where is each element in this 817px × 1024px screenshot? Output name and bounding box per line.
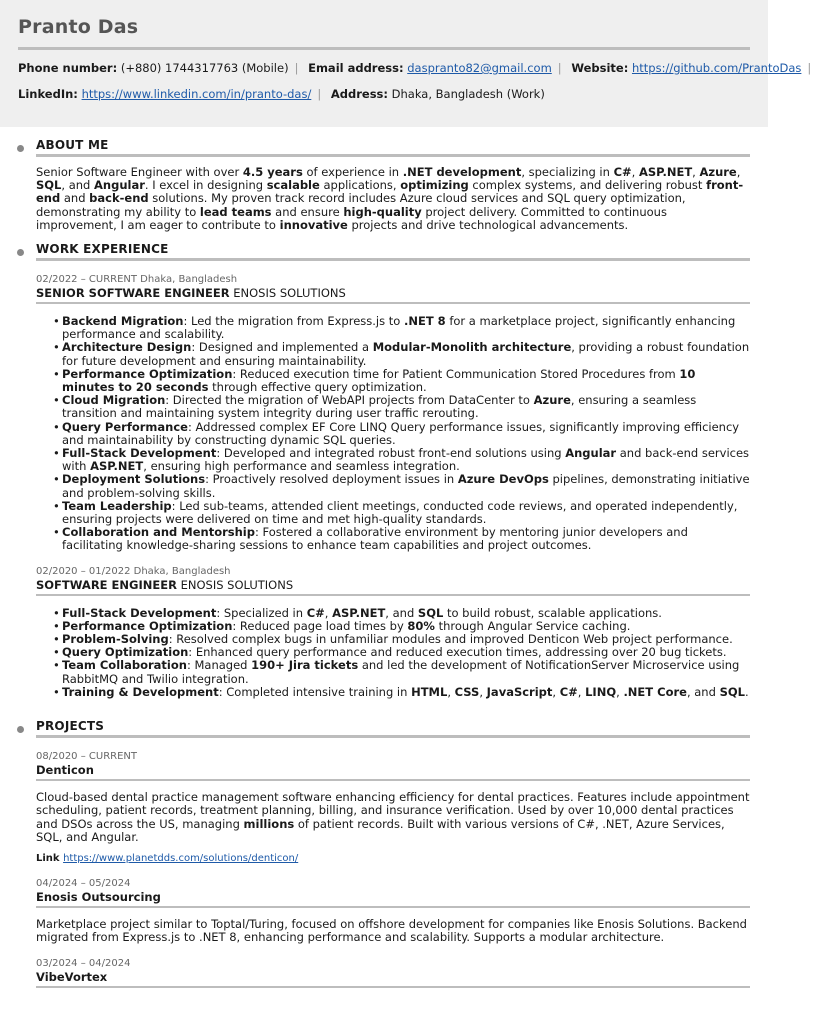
bold-text: C# [559,684,578,699]
text: , [479,684,487,699]
email-label: Email address: [308,61,404,75]
separator: | [317,87,322,101]
project-link[interactable]: https://www.planetdds.com/solutions/denticon/ [63,852,299,864]
bold-text: Team Leadership [62,498,172,513]
text: , [552,684,560,699]
text: Senior Software Engineer with over [36,165,243,179]
job-entry [36,566,750,699]
about-text [36,166,750,232]
bold-text: millions [243,816,295,831]
job-list [36,274,750,699]
text: through effective query optimization. [208,380,427,395]
section-title-about: ABOUT ME [36,138,109,152]
text: , [324,605,333,620]
section-divider [36,735,750,738]
bold-text: Training & Development [62,684,219,699]
project-dates: 08/2020 – CURRENT [36,751,138,763]
address-label: Address: [330,87,388,101]
separator: | [807,61,812,75]
job-role: SOFTWARE ENGINEER [36,577,177,592]
text: , ensuring high performance and seamless integration. [143,459,460,474]
text: : Managed [186,658,252,673]
website-link[interactable]: https://github.com/PrantoDas [631,61,802,75]
project-dates: 03/2024 – 04/2024 [36,958,131,970]
bold-text: innovative [279,217,348,232]
project-list [36,751,750,988]
project-description [36,791,750,844]
list-item [53,500,750,526]
bold-text: Problem-Solving [62,632,169,647]
section-title-work: WORK EXPERIENCE [36,242,169,257]
link-label: Link [36,852,64,864]
text: , [631,165,639,179]
bold-text: Angular [565,446,617,461]
section-divider [36,258,750,261]
linkedin-link[interactable]: https://www.linkedin.com/in/pranto-das/ [81,87,312,101]
text: , ensuring a seamless transition and maintaining system integrity during user traffic rerouting. [62,393,697,421]
bold-text: CSS [454,684,480,699]
separator: | [294,61,299,75]
text: and [60,191,90,206]
bold-text: Azure [699,165,737,179]
text: , and [686,684,720,699]
text: : Completed intensive training in [218,684,412,699]
bold-text: lead teams [199,204,272,219]
text: , and [385,605,418,620]
bold-text: C# [613,165,632,179]
text: to build robust, scalable applications. [443,605,662,620]
website-label: Website: [571,61,629,75]
text: project delivery. Committed to continuous improvement, I am eager to contribute to [36,204,667,232]
project-description [36,918,750,944]
project-entry [36,878,750,944]
section-bullet-icon [17,145,24,152]
project-entry [36,751,750,864]
text: and back-end services with [62,446,750,474]
list-item [53,315,750,341]
list-item [53,341,750,367]
bold-text: Azure DevOps [457,472,549,487]
bold-text: LINQ [585,684,617,699]
bold-text: Full-Stack Development [62,446,217,461]
bold-text: Architecture Design [62,340,192,355]
project-dates: 04/2024 – 05/2024 [36,877,131,889]
job-role: SENIOR SOFTWARE ENGINEER [36,286,230,301]
header-divider [18,47,750,50]
bold-text: back-end [89,191,149,206]
bold-text: SQL [36,178,62,193]
entry-divider [36,906,750,908]
text: , [616,684,624,699]
bold-text: Team Collaboration [62,658,187,673]
text: applications, [319,178,401,193]
text: : Proactively resolved deployment issues in [205,472,458,487]
bold-text: JavaScript [486,684,553,699]
text: , [447,684,455,699]
list-item [53,686,750,699]
list-item [53,421,750,447]
contact-line-1 [18,61,812,75]
section-bullet-icon [17,249,24,256]
bold-text: C# [306,605,325,620]
bold-text: Performance Optimization [62,366,233,381]
section-title-projects: PROJECTS [36,719,105,734]
list-item [53,447,750,473]
projects-section [36,719,750,988]
list-item [53,526,750,552]
work-section [36,242,750,699]
entry-divider [36,302,750,304]
text: , [692,165,700,179]
text: . [744,684,749,699]
email-link[interactable]: daspranto82@gmail.com [407,61,552,75]
project-link-row [36,853,750,864]
job-achievements [53,315,750,553]
bold-text: 190+ Jira tickets [251,658,359,673]
separator: | [557,61,562,75]
text: : Led sub-teams, attended client meetings, conducted code reviews, and operated independently, ensuring projects were delivered on time and met high-quality standards. [62,498,738,527]
job-dates-location: 02/2022 – CURRENT Dhaka, Bangladesh [36,274,238,286]
text: solutions. My proven track record includes Azure cloud services and SQL query optimization, demonstrating my ability to [36,191,686,219]
text: Marketplace project similar to Toptal/Turing, focused on offshore development for companies like Enosis Solutions. Backend migrated from Express.js to .NET 8, enhancing performance and scalability. Supports a modular architecture. [36,916,747,945]
list-item [53,368,750,394]
about-section [36,138,750,232]
section-bullet-icon [17,726,24,733]
list-item [53,394,750,420]
text: and led the development of NotificationServer Microservice using RabbitMQ and Twilio integration. [62,658,740,686]
contact-line-2 [18,87,750,101]
job-entry [36,274,750,553]
entry-divider [36,594,750,596]
list-item [53,473,750,499]
bold-text: Cloud Migration [62,393,166,408]
text: : Enhanced query performance and reduced execution times, addressing over 20 bug tickets. [188,645,727,660]
bold-text: Full-Stack Development [62,605,217,620]
project-name [36,763,750,777]
job-dates-location: 02/2020 – 01/2022 Dhaka, Bangladesh [36,565,231,577]
text: , providing a robust foundation for future development and ensuring maintainability. [62,340,750,368]
text: pipelines, demonstrating initiative and problem-solving skills. [62,472,750,500]
text: through Angular Service caching. [434,618,631,633]
section-divider [36,154,750,157]
project-name [36,890,750,904]
bold-text: Modular-Monolith architecture [372,340,572,355]
text: of patient records. Built with various versions of C#, .NET, Azure Services, SQL, and Angular. [36,816,725,844]
candidate-name: Pranto Das [18,16,139,38]
bold-text: optimizing [400,178,469,193]
bold-text: Backend Migration [62,314,184,329]
resume-header [0,0,812,127]
text: for a marketplace project, significantly enhancing performance and scalability. [62,314,736,342]
text: : Directed the migration of WebAPI projects from DataCenter to [165,393,534,408]
bold-text: scalable [266,178,320,193]
bold-text: SQL [719,684,745,699]
bold-text: 10 minutes to 20 seconds [62,366,696,395]
job-title [36,286,750,300]
job-title [36,578,750,592]
bold-text: 80% [407,618,435,633]
bold-text: Collaboration and Mentorship [62,525,255,540]
text: Cloud-based dental practice management software enhancing efficiency for dental practices. Features include appointment scheduling, patient records, treatment planning, billing, and insurance verification. Used by over 10,000 dental practices and DSOs across the US, managing [36,790,750,831]
bold-text: .NET 8 [403,314,446,329]
text: : Fostered a collaborative environment by mentoring junior developers and facilitating knowledge-sharing sessions to enhance team capabilities and project outcomes. [62,525,688,553]
project-title: VibeVortex [36,970,108,985]
bold-text: HTML [411,684,448,699]
bold-text: Deployment Solutions [62,472,206,487]
bold-text: ASP.NET [332,605,386,620]
bold-text: ASP.NET [638,165,693,179]
bold-text: SQL [417,605,444,620]
bold-text: high-quality [343,204,422,219]
text: , [736,165,741,179]
bold-text: Query Optimization [62,645,189,660]
bold-text: Performance Optimization [62,618,233,633]
text: . I excel in designing [144,178,267,193]
text: : Addressed complex EF Core LINQ Query performance issues, significantly improving efficiency and maintainability by constructing dynamic SQL queries. [62,419,740,447]
job-achievements [53,607,750,699]
text: : Resolved complex bugs in unfamiliar modules and improved Denticon Web project performance. [168,632,733,647]
bold-text: 4.5 years [242,165,303,179]
text: : Developed and integrated robust front-end solutions using [216,446,566,461]
bold-text: front-end [36,178,744,206]
text: projects and drive technological advancements. [347,217,629,232]
entry-divider [36,986,750,988]
bold-text: Query Performance [62,419,188,434]
bold-text: .NET Core [623,684,687,699]
text: : Led the migration from Express.js to [183,314,404,329]
address-value: Dhaka, Bangladesh (Work) [391,87,545,101]
text: : Reduced execution time for Patient Communication Stored Procedures from [232,366,680,381]
bold-text: Azure [533,393,571,408]
text: : Designed and implemented a [191,340,373,355]
text: complex systems, and delivering robust [468,178,707,193]
bold-text: Angular [94,178,145,193]
job-company: ENOSIS SOLUTIONS [229,286,346,301]
text: : Specialized in [216,605,307,620]
text: , [577,684,586,699]
job-company: ENOSIS SOLUTIONS [176,577,294,592]
phone-label: Phone number: [18,61,118,75]
project-name [36,970,750,984]
project-title: Denticon [36,763,94,778]
text: of experience in [302,165,403,179]
list-item [53,659,750,685]
linkedin-label: LinkedIn: [18,87,78,101]
text: , specializing in [521,165,614,179]
bold-text: ASP.NET [90,459,144,474]
project-title: Enosis Outsourcing [36,889,161,904]
text: , and [61,178,94,193]
text: and ensure [271,204,344,219]
bold-text: .NET development [402,165,522,179]
entry-divider [36,779,750,781]
project-entry [36,958,750,988]
text: : Reduced page load times by [232,618,408,633]
phone-value: (+880) 1744317763 (Mobile) [120,61,289,75]
